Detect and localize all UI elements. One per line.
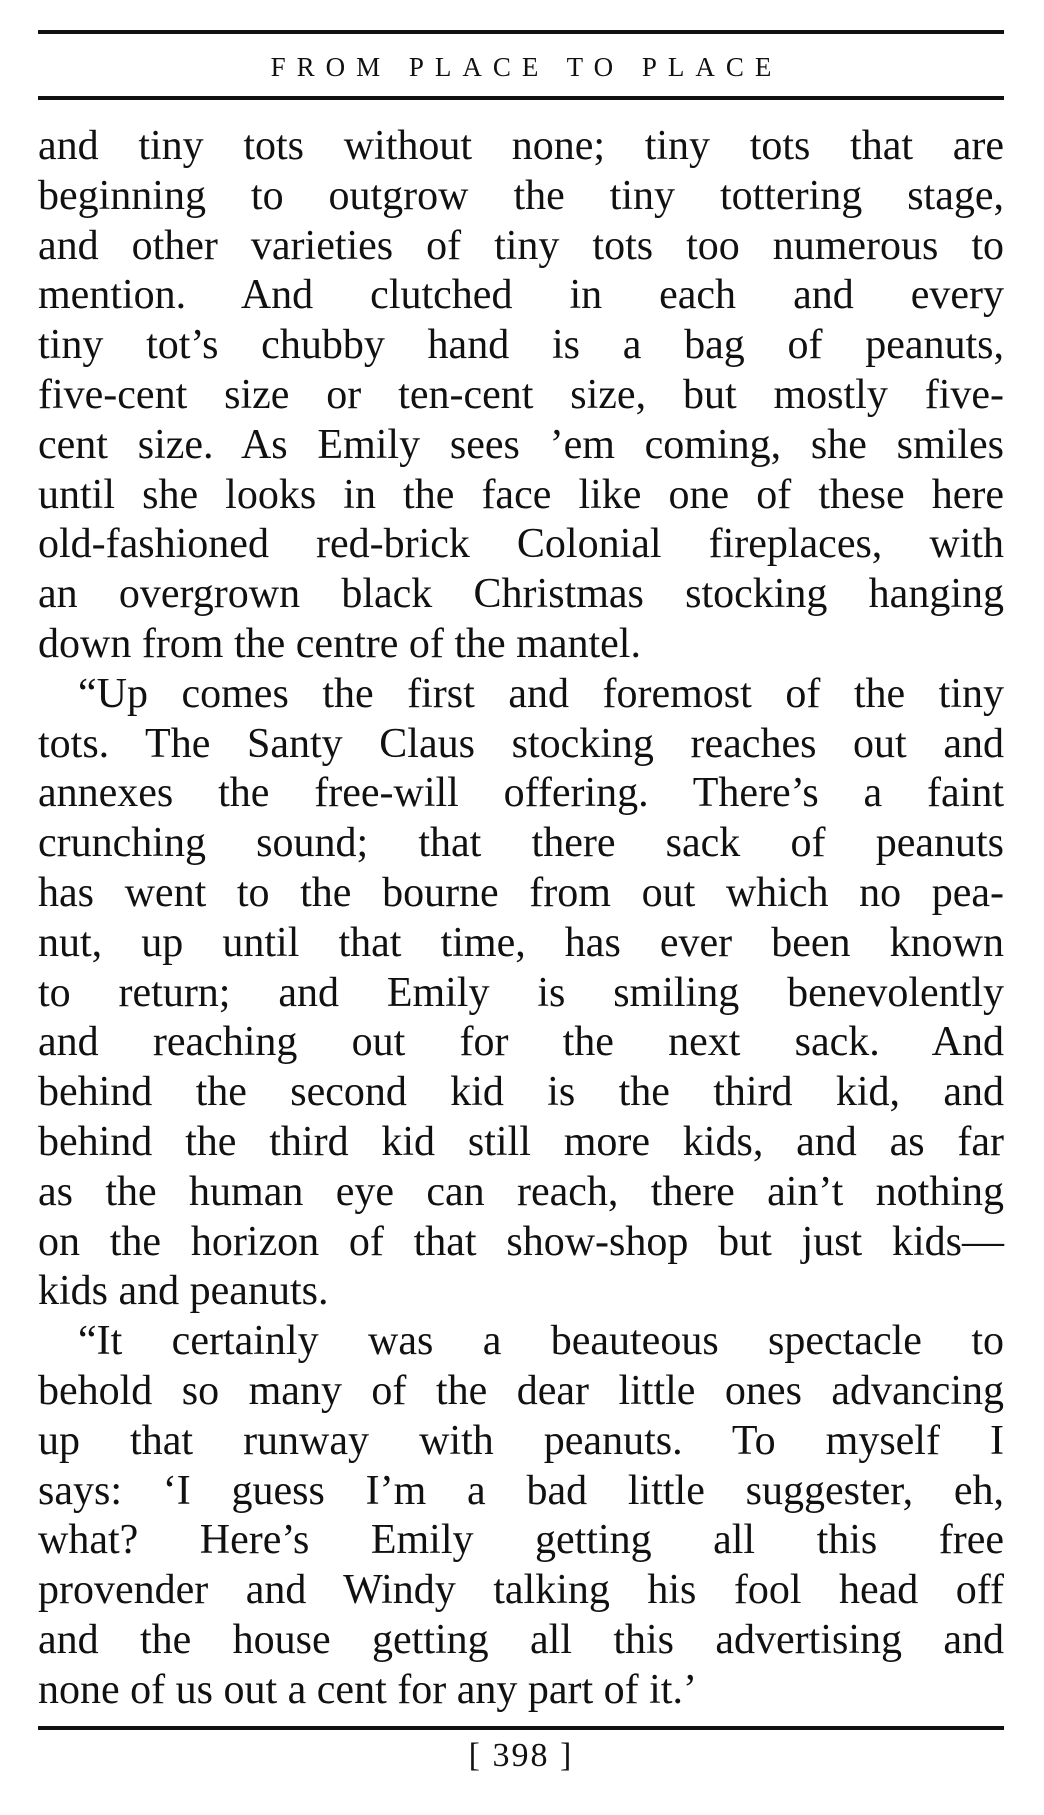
text-line: nut, up until that time, has ever been known <box>38 919 1004 966</box>
text-line: crunching sound; that there sack of peanuts <box>38 820 1004 867</box>
text-line: “Up comes the first and foremost of the tiny <box>78 670 1004 717</box>
text-line: tiny tot’s chubby hand is a bag of peanuts, <box>38 322 1004 369</box>
text-line: behind the third kid still more kids, and as far <box>38 1118 1004 1165</box>
text-line: old-fashioned red-brick Colonial fireplaces, with <box>38 521 1004 568</box>
paragraph-2 <box>38 670 1004 1317</box>
head-rule <box>38 96 1004 100</box>
paragraph-1 <box>38 122 1004 670</box>
text-line: and the house getting all this advertising and <box>38 1616 1004 1663</box>
foot-rule <box>38 1726 1004 1730</box>
page-number: [ 398 ] <box>468 1736 574 1774</box>
body-text <box>38 122 1004 1716</box>
text-line: and tiny tots without none; tiny tots that are <box>38 123 1004 169</box>
text-line: as the human eye can reach, there ain’t nothing <box>38 1168 1004 1215</box>
text-line: behold so many of the dear little ones advancing <box>38 1367 1004 1414</box>
text-line: five-cent size or ten-cent size, but mostly five- <box>38 371 1004 418</box>
text-line: an overgrown black Christmas stocking hanging <box>38 571 1004 618</box>
text-line: and other varieties of tiny tots too numerous to <box>38 222 1004 269</box>
text-line: down from the centre of the mantel. <box>38 620 641 667</box>
text-line: tots. The Santy Claus stocking reaches out and <box>38 720 1004 767</box>
text-line: to return; and Emily is smiling benevolently <box>38 969 1004 1016</box>
text-line: what? Here’s Emily getting all this free <box>38 1517 1004 1564</box>
text-line: and reaching out for the next sack. And <box>38 1019 1004 1066</box>
text-line: provender and Windy talking his fool head off <box>38 1567 1004 1614</box>
text-line: on the horizon of that show-shop but just kids— <box>38 1218 1004 1265</box>
text-line: says: ‘I guess I’m a bad little suggester, eh, <box>38 1467 1004 1514</box>
text-line: has went to the bourne from out which no pea- <box>38 869 1004 916</box>
paragraph-3 <box>38 1317 1004 1715</box>
book-page <box>38 30 1004 1776</box>
running-head: FROM PLACE TO PLACE <box>270 52 783 82</box>
text-line: kids and peanuts. <box>38 1268 329 1315</box>
text-line: annexes the free-will offering. There’s a faint <box>38 770 1004 817</box>
text-line: behind the second kid is the third kid, and <box>38 1069 1004 1116</box>
text-line: beginning to outgrow the tiny tottering stage, <box>38 172 1004 219</box>
text-line: mention. And clutched in each and every <box>38 272 1004 319</box>
text-line: cent size. As Emily sees ’em coming, she smiles <box>38 421 1004 468</box>
text-line: none of us out a cent for any part of it.’ <box>38 1666 697 1713</box>
text-line: up that runway with peanuts. To myself I <box>38 1417 1004 1464</box>
text-line: until she looks in the face like one of these here <box>38 471 1004 518</box>
text-line: “It certainly was a beauteous spectacle to <box>78 1318 1004 1365</box>
